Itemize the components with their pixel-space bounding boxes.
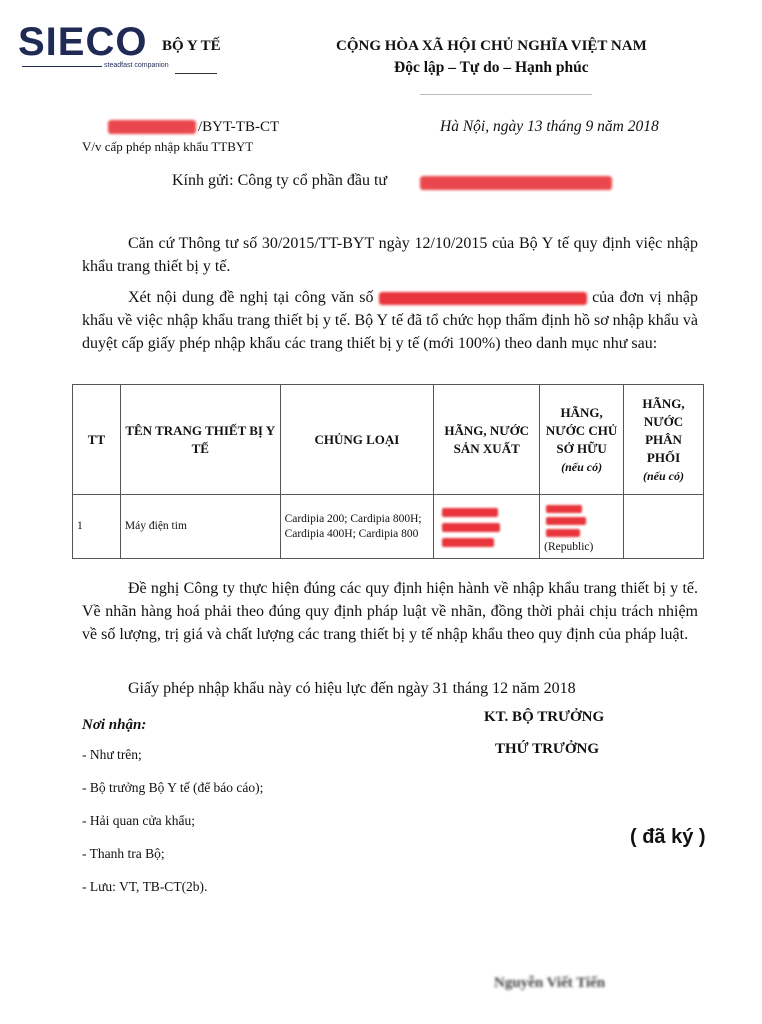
company-logo <box>18 20 169 70</box>
table-header-row <box>73 385 704 495</box>
recipient-item: - Bộ trưởng Bộ Y tế (để báo cáo); <box>82 780 264 795</box>
recipient-item: - Lưu: VT, TB-CT(2b). <box>82 879 208 894</box>
cell-manufacturer <box>434 495 540 559</box>
ministry-underline <box>175 73 217 74</box>
recipient-item: - Thanh tra Bộ; <box>82 846 165 861</box>
header-manufacturer: HÃNG, NƯỚC SẢN XUẤT <box>434 385 540 495</box>
document-number: /BYT-TB-CT <box>198 119 280 135</box>
cell-type: Cardipia 200; Cardipia 800H; Cardipia 400H; Cardipia 800 <box>280 495 434 559</box>
redacted-letter-number <box>379 292 587 305</box>
ministry-name: BỘ Y TẾ <box>162 38 221 54</box>
logo-underline <box>22 66 102 67</box>
signature-position: THỨ TRƯỞNG <box>495 741 600 757</box>
logo-tagline: steadfast companion <box>104 62 169 69</box>
body-paragraph-4 <box>82 677 698 700</box>
paragraph-2-end: của đơn vị nhập khẩu về việc nhập khẩu trang thiết bị y tế. Bộ Y tế đã tổ chức họp thẩm định hồ sơ nhập khẩu và duyệt cấp giấy phép nhập khẩu các trang thiết bị y tế (mới 100%) theo danh mục như sau: <box>82 289 699 352</box>
logo-text: SIECO <box>18 20 148 64</box>
redacted-manufacturer-1 <box>442 508 498 517</box>
paragraph-2-text <box>82 286 698 355</box>
paragraph-3-text: Đề nghị Công ty thực hiện đúng các quy định hiện hành về nhập khẩu trang thiết bị y tế. Về nhãn hàng hoá phải theo đúng quy định pháp luật về nhãn, đồng thời phải chịu trách nhiệm về số lượng, trị giá và chất lượng các trang thiết bị y tế nhập khẩu theo quy định của pháp luật. <box>82 580 698 643</box>
recipients-title: Nơi nhận: <box>82 717 147 733</box>
body-paragraph-3 <box>82 577 698 646</box>
header-tt: TT <box>73 385 121 495</box>
header-owner-text: HÃNG, NƯỚC CHỦ SỞ HỮU <box>545 404 618 456</box>
redacted-owner-1 <box>546 505 582 513</box>
redacted-doc-number <box>108 120 196 134</box>
recipient-item: - Hải quan cửa khẩu; <box>82 813 196 828</box>
recipient-item: - Như trên; <box>82 747 142 762</box>
motto-underline <box>420 94 592 95</box>
device-table <box>72 384 704 559</box>
document-subject: V/v cấp phép nhập khẩu TTBYT <box>82 139 254 154</box>
cell-device-name: Máy điện tim <box>120 495 280 559</box>
nation-title: CỘNG HÒA XÃ HỘI CHỦ NGHĨA VIỆT NAM <box>336 38 647 54</box>
header-type: CHỦNG LOẠI <box>280 385 434 495</box>
place-date: Hà Nội, ngày 13 tháng 9 năm 2018 <box>440 118 659 135</box>
redacted-company-name <box>420 176 612 190</box>
header-distributor <box>624 385 704 495</box>
paragraph-2-start: Xét nội dung đề nghị tại công văn số <box>128 289 374 306</box>
cell-distributor <box>624 495 704 559</box>
header-device-name: TÊN TRANG THIẾT BỊ Y TẾ <box>120 385 280 495</box>
paragraph-4-text: Giấy phép nhập khẩu này có hiệu lực đến ngày 31 tháng 12 năm 2018 <box>128 680 576 697</box>
cell-tt: 1 <box>73 495 121 559</box>
owner-country-text: (Republic) <box>544 541 594 553</box>
signature-title: KT. BỘ TRƯỞNG <box>484 709 605 725</box>
header-distributor-text: HÃNG, NƯỚC PHÂN PHỐI <box>642 395 685 465</box>
header-owner-note: (nếu có) <box>561 459 603 474</box>
salutation: Kính gửi: Công ty cổ phần đầu tư <box>172 172 388 189</box>
redacted-manufacturer-2 <box>442 523 500 532</box>
body-paragraph-2 <box>82 286 698 355</box>
signed-mark: ( đã ký ) <box>630 826 706 848</box>
header-distributor-note: (nếu có) <box>643 468 685 483</box>
paragraph-1-text: Căn cứ Thông tư số 30/2015/TT-BYT ngày 12/10/2015 của Bộ Y tế quy định việc nhập khẩu trang thiết bị y tế. <box>82 235 698 275</box>
cell-owner <box>540 495 624 559</box>
header-owner <box>540 385 624 495</box>
table-row <box>73 495 704 559</box>
body-paragraph-1 <box>82 232 698 278</box>
redacted-manufacturer-3 <box>442 538 494 547</box>
redacted-owner-3 <box>546 529 580 537</box>
signer-name: Nguyễn Viết Tiến <box>494 975 606 991</box>
redacted-owner-2 <box>546 517 586 525</box>
nation-motto: Độc lập – Tự do – Hạnh phúc <box>394 59 589 76</box>
